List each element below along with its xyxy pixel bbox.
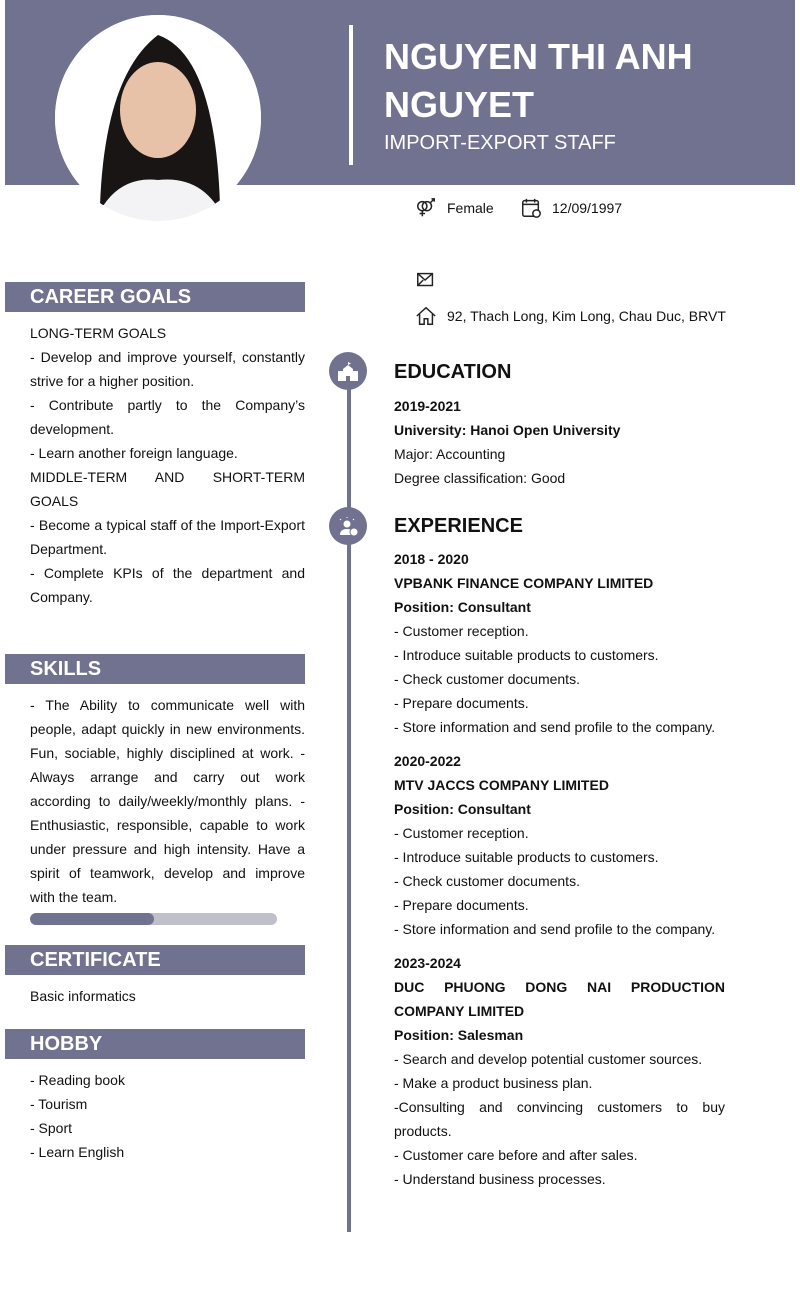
job-task: - Check customer documents.	[394, 671, 580, 687]
timeline-line	[347, 370, 351, 1232]
job-task: - Store information and send profile to the company.	[394, 921, 716, 937]
job-task: - Search and develop potential customer sources.	[394, 1051, 703, 1067]
goal-line: - Contribute partly to the Company’s development.	[30, 397, 305, 437]
job-task: - Customer reception.	[394, 623, 529, 639]
education-details	[394, 394, 725, 490]
job-task: - Prepare documents.	[394, 897, 529, 913]
job-task: - Prepare documents.	[394, 695, 529, 711]
calendar-icon	[520, 197, 542, 219]
skills-heading: SKILLS	[5, 654, 305, 684]
job-task: - Check customer documents.	[394, 873, 580, 889]
goal-line: LONG-TERM GOALS	[30, 325, 167, 341]
hobby-item: - Sport	[30, 1120, 73, 1136]
skills-text: - The Ability to communicate well with people, adapt quickly in new environments. Fun, sociable, highly disciplined at work. - Always arrange and carry out work according to daily/weekly/monthly plans. - Enthusiastic, responsible, capable to work under pressure and high intensity. Have a spirit of teamwork, develop and improve with the team.	[30, 697, 305, 905]
education-period: 2019-2021	[394, 398, 461, 414]
hobby-item: - Reading book	[30, 1072, 125, 1088]
skill-level-fill	[30, 913, 154, 925]
job-company: VPBANK FINANCE COMPANY LIMITED	[394, 575, 654, 591]
education-heading: EDUCATION	[394, 361, 512, 383]
mail-icon	[415, 269, 437, 291]
gender-icon	[415, 197, 437, 219]
job-entry	[394, 951, 725, 1191]
job-task: - Make a product business plan.	[394, 1075, 593, 1091]
goal-line: MIDDLE-TERM AND SHORT-TERM GOALS	[30, 469, 305, 509]
job-entry	[394, 749, 725, 941]
job-company: MTV JACCS COMPANY LIMITED	[394, 777, 609, 793]
education-degree: Degree classification: Good	[394, 470, 566, 486]
education-major: Major: Accounting	[394, 446, 506, 462]
hobby-heading: HOBBY	[5, 1029, 305, 1059]
job-period: 2023-2024	[394, 955, 461, 971]
goal-line: - Complete KPIs of the department and Company.	[30, 565, 305, 605]
goal-line: - Learn another foreign language.	[30, 445, 238, 461]
experience-list	[394, 547, 725, 1191]
job-position: Position: Salesman	[394, 1027, 524, 1043]
job-task: - Customer care before and after sales.	[394, 1147, 638, 1163]
career-goals-heading: CAREER GOALS	[5, 282, 305, 312]
career-goals-text	[30, 321, 305, 609]
address-value: 92, Thach Long, Kim Long, Chau Duc, BRVT	[447, 308, 726, 324]
goal-line: - Become a typical staff of the Import-Export Department.	[30, 517, 305, 557]
experience-heading: EXPERIENCE	[394, 515, 523, 537]
birthdate-value: 12/09/1997	[552, 200, 623, 216]
hobby-list	[30, 1068, 305, 1164]
gender-value: Female	[447, 200, 494, 216]
gender-info	[415, 197, 494, 219]
header-divider	[349, 25, 353, 165]
email-info	[415, 269, 447, 291]
job-task: -Consulting and convincing customers to buy products.	[394, 1099, 725, 1139]
experience-icon	[329, 507, 367, 545]
education-school: University: Hanoi Open University	[394, 422, 621, 438]
job-task: - Introduce suitable products to customers.	[394, 849, 659, 865]
birthdate-info	[520, 197, 622, 219]
job-period: 2018 - 2020	[394, 551, 469, 567]
goal-line: - Develop and improve yourself, constantly strive for a higher position.	[30, 349, 305, 389]
profile-photo	[55, 15, 261, 221]
job-period: 2020-2022	[394, 753, 461, 769]
job-task: - Understand business processes.	[394, 1171, 606, 1187]
hobby-item: - Learn English	[30, 1144, 125, 1160]
certificate-text: Basic informatics	[30, 988, 136, 1004]
hobby-item: - Tourism	[30, 1096, 88, 1112]
job-position: Position: Consultant	[394, 599, 531, 615]
certificate-heading: CERTIFICATE	[5, 945, 305, 975]
home-icon	[415, 305, 437, 327]
school-icon	[329, 352, 367, 390]
job-task: - Introduce suitable products to customers.	[394, 647, 659, 663]
job-company: DUC PHUONG DONG NAI PRODUCTION COMPANY LIMITED	[394, 979, 725, 1019]
job-task: - Customer reception.	[394, 825, 529, 841]
job-task: - Store information and send profile to the company.	[394, 719, 716, 735]
candidate-name: NGUYEN THI ANH NGUYET	[384, 36, 693, 125]
job-entry	[394, 547, 725, 739]
address-info	[415, 305, 726, 327]
skill-level-bar	[30, 913, 277, 925]
job-position: Position: Consultant	[394, 801, 531, 817]
job-title: IMPORT-EXPORT STAFF	[384, 132, 616, 154]
